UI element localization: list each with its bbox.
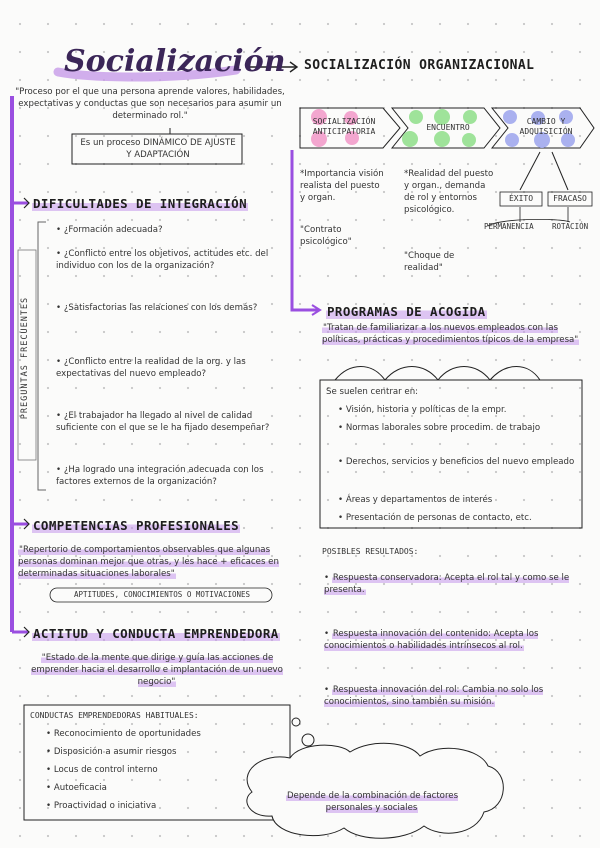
question-item: • ¿Formación adecuada? [56,225,163,235]
question-item: • ¿El trabajador ha llegado al nivel de calidad suficiente con el que se le ha fijado desempeñar? [56,411,270,433]
resultado-item: • Respuesta innovación del contenido: Acepta los conocimientos o habilidades intrínsecos al rol. [324,629,539,651]
preguntas-frecuentes-label: PREGUNTAS FRECUENTES [20,296,30,420]
competencias-text: "Repertorio de comportamientos observables que algunas personas dominan mejor que otras, y les hace + eficaces en determinadas situaciones laborales" [18,545,279,579]
competencias-note: APTITUDES, CONOCIMIENTOS O MOTIVACIONES [73,590,251,599]
question-item: • ¿Satisfactorias las relaciones con los demás? [56,303,258,313]
note-choque: "Choque de realidad" [404,251,455,273]
programas-item: • Áreas y departamentos de interés [338,495,493,505]
resultado-item: • Respuesta innovación del rol: Cambia no solo los conocimientos, sino también su misión. [324,685,544,707]
competencias-heading: COMPETENCIAS PROFESIONALES [33,518,240,533]
programas-item: • Visión, historia y políticas de la empr. [338,405,507,415]
socializacion-definition: "Proceso por el que una persona aprende valores, habilidades, expectativas y conductas que son necesarios para asumir un determinado rol." [15,87,285,121]
label-rotacion: ROTACIÓN [552,222,589,231]
label-fracaso: FRACASO [553,194,587,203]
page-title: Socialización [64,44,286,79]
note-anticipatoria: *Importancia visión realista del puesto y organ. [300,169,384,203]
dificultades-heading: DIFICULTADES DE INTEGRACIÓN [33,196,247,211]
programas-box-title: Se suelen centrar en: [326,387,419,397]
actitud-item: • Reconocimiento de oportunidades [46,729,201,739]
actitud-text: "Estado de la mente que dirige y guía las acciones de emprender hacia el desarrollo e implantación de un nuevo negocio" [31,653,283,687]
actitud-item: • Locus de control interno [46,765,158,775]
programas-item: • Normas laborales sobre procedim. de trabajo [338,423,541,433]
question-item: • ¿Ha logrado una integración adecuada con los factores externos de la organización? [56,465,264,487]
actitud-item: • Proactividad o iniciativa [46,801,157,811]
actitud-item: • Disposición a asumir riesgos [46,747,177,757]
stage-cambio: CAMBIO Y ADQUISICIÓN [519,117,573,136]
main-topic-heading: SOCIALIZACIÓN ORGANIZACIONAL [304,58,535,73]
question-item: • ¿Conflicto entre la realidad de la org. y las expectativas del nuevo empleado? [56,357,246,379]
programas-heading: PROGRAMAS DE ACOGIDA [327,304,486,319]
note-encuentro: *Realidad del puesto y organ., demanda de rol y entornos psicológico. [404,169,494,215]
actitud-item: • Autoeficacia [46,783,107,793]
programas-item: • Derechos, servicios y beneficios del nuevo empleado [338,457,575,467]
stage-anticipatoria: SOCIALIZACIÓN ANTICIPATORIA [312,117,376,136]
actitud-heading: ACTITUD Y CONDUCTA EMPRENDEDORA [33,626,279,641]
resultados-heading: POSIBLES RESULTADOS: [322,547,419,556]
resultado-item: • Respuesta conservadora: Acepta el rol tal y como se le presenta. [324,573,570,595]
stage-encuentro: ENCUENTRO [426,123,470,132]
process-note: Es un proceso DINÁMICO DE AJUSTE Y ADAPTACIÓN [80,138,236,160]
actitud-box-title: CONDUCTAS EMPRENDEDORAS HABITUALES: [30,711,199,720]
cloud-note: Depende de la combinación de factores personales y sociales [286,791,459,813]
note-contrato: "Contrato psicológico" [300,225,352,247]
programas-intro: "Tratan de familiarizar a los nuevos empleados con las políticas, prácticas y procedimientos típicos de la empresa" [322,323,579,345]
question-item: • ¿Conflicto entre los objetivos, actitudes etc. del individuo con los de la organización? [56,249,269,271]
label-exito: ÉXITO [508,194,534,203]
label-permanencia: PERMANENCIA [484,222,534,231]
programas-item: • Presentación de personas de contacto, etc. [338,513,532,523]
